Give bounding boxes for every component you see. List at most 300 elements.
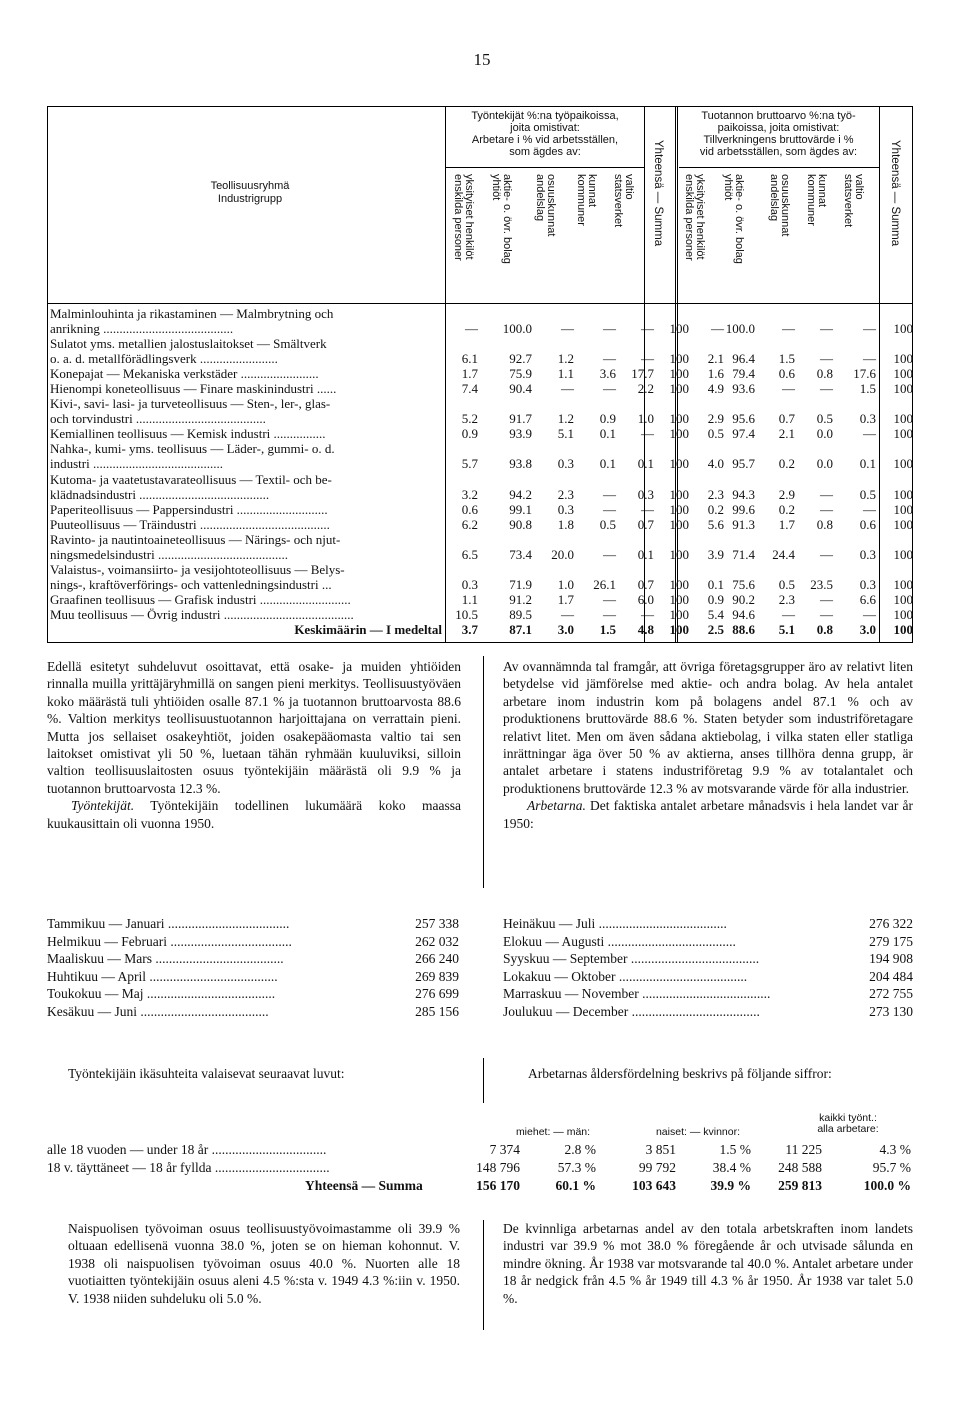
total-cell: 1.5: [599, 621, 616, 637]
months-left-list: [47, 915, 459, 1020]
table-row: [47, 487, 913, 502]
table-cell: 2.1: [778, 426, 795, 442]
table-cell: 0.2: [778, 501, 795, 517]
row-label: Graafinen teollisuus — Grafisk industri ............................: [50, 591, 351, 607]
table-cell: 24.4: [772, 546, 795, 562]
month-value: 257 338: [415, 916, 459, 931]
month-name: Syyskuu — September ......................................: [503, 951, 760, 966]
table-cell: 100: [893, 321, 913, 337]
row-label: Konepajat — Mekaniska verkstäder ........................: [50, 366, 319, 382]
table-cell: 0.5: [707, 426, 724, 442]
table-cell: —: [820, 501, 833, 517]
table-cell: 1.5: [778, 351, 795, 367]
table-cell: 71.9: [509, 576, 532, 592]
column-divider-bottom: [483, 1220, 484, 1330]
table-cell: 26.1: [593, 576, 616, 592]
table-row: [47, 336, 913, 351]
table-cell: 91.3: [732, 516, 755, 532]
table-row: [47, 592, 913, 607]
table-cell: 100: [893, 591, 913, 607]
age-cell: 11 225: [785, 1142, 822, 1157]
table-cell: 1.7: [461, 366, 478, 382]
table-cell: 90.8: [509, 516, 532, 532]
col-head-g1-companies: aktie- o. övr. bolag yhtiöt: [490, 174, 513, 264]
month-row: [503, 968, 913, 986]
table-cell: 3.2: [461, 486, 478, 502]
table-cell: —: [863, 351, 876, 367]
month-value: 285 156: [415, 1003, 459, 1019]
table-row: [47, 502, 913, 517]
table-cell: 2.9: [707, 411, 724, 427]
table-cell: 91.7: [509, 411, 532, 427]
table-cell: 79.4: [732, 366, 755, 382]
page-number: 15: [473, 50, 491, 69]
text-sv-1: Av ovannämnda tal framgår, att övriga företagsgrupper äro av relativt liten betydelse vid jämförelse med aktie- och andra bolag. Av hela antalet arbetare inom industrin kom på bolagens andel 87.1 % och av produktionens bruttovärde 88.6 %. Staten betyder som industriföretagare relativt litet. Men om även sådana aktiebolag, i vilka staten eller statliga inrättningar äga över 50 % av aktierna, anses tillhöra denna grupp, är antalet arbetare i statens industriföretag 9.9 % av totalantalet och produktionens bruttovärde 12.3 % av motsvarande värde för alla industrier. Arbetarna. Det faktiska antalet arbetare månadsvis i hela landet var år 1950:: [503, 659, 913, 831]
table-cell: 0.3: [859, 546, 876, 562]
group2-underline: [679, 167, 879, 168]
table-cell: —: [711, 321, 724, 337]
col-head-g2-private: yksityiset henkilöt enskilda personer: [683, 174, 706, 261]
age-row: [47, 1159, 917, 1177]
table-cell: 1.0: [637, 411, 654, 427]
table-cell: 100: [893, 366, 913, 382]
month-name: Helmikuu — Februari ....................................: [47, 933, 292, 949]
col-head-g2-total: Yhteensä — Summa: [889, 140, 901, 247]
table-cell: 100: [669, 606, 689, 622]
table-cell: 0.7: [637, 516, 654, 532]
month-name: Tammikuu — Januari ....................................: [47, 916, 290, 931]
table-cell: 4.0: [707, 456, 724, 472]
age-cell: 1.5 %: [719, 1142, 751, 1157]
table-row: [47, 321, 913, 336]
table-cell: 90.2: [732, 591, 755, 607]
table-cell: 3.9: [707, 546, 724, 562]
table-cell: 0.2: [707, 501, 724, 517]
table-row: [47, 472, 913, 487]
table-cell: 100: [669, 576, 689, 592]
table-cell: 1.8: [557, 516, 574, 532]
table-cell: 0.2: [778, 456, 795, 472]
group2-title: Tuotannon bruttoarvo %:na työ- paikoissa, joita omistivat: Tillverkningens bruttovärde i % vid arbetsställen, som ägdes av:: [699, 110, 858, 158]
row-label: anrikning ........................................: [50, 321, 234, 337]
table-cell: —: [641, 351, 654, 367]
table-cell: 6.2: [461, 516, 478, 532]
table-cell: 0.9: [707, 591, 724, 607]
table-row: [47, 306, 913, 321]
row-label: Muu teollisuus — Övrig industri ........................................: [50, 606, 354, 622]
month-value: 262 032: [415, 933, 459, 949]
row-label: o. a. d. metallförädlingsverk ........................: [50, 351, 278, 367]
month-value: 276 699: [415, 986, 459, 1001]
col-head-g1-coops: osuuskunnat andelslag: [534, 174, 557, 237]
header-divider: [47, 303, 913, 304]
table-cell: 93.6: [732, 381, 755, 397]
table-cell: 99.6: [732, 501, 755, 517]
column-divider-mid: [483, 1058, 484, 1103]
age-intro-sv: Arbetarnas åldersfördelning beskrivs på följande siffror:: [528, 1066, 832, 1081]
table-cell: —: [820, 606, 833, 622]
month-value: 276 322: [869, 916, 913, 931]
heading-fi-workers: Työntekijät.: [71, 798, 135, 814]
table-cell: 100: [669, 516, 689, 532]
table-cell: —: [561, 381, 574, 397]
table-cell: 7.4: [461, 381, 478, 397]
column-divider-top: [483, 656, 484, 888]
age-cell: 95.7 %: [872, 1160, 911, 1175]
table-cell: 75.9: [509, 366, 532, 382]
text-fi-1: Edellä esitetyt suhdeluvut osoittavat, että osake- ja muiden yhtiöiden rinnalla muilla yrittäjäryhmillä on sangen pieni merkitys. Teollisuustyöväen koko määrästä tuli yhtiöiden osalle 87.1 % ja tuotannon bruttoarvosta 88.6 %. Valtion merkitys teollisuustuotannon harjoittajana on verrattain pieni. Mutta jos sellaiset osakeyhtiöt, joiden osakepääomasta valtio tai sen laitokset omistivat yli 50 %, luetaan tähän ryhmään kuuluviksi, silloin valtion teollisuuslaitosten osuus työntekijäin määrästä oli 9.9 % ja tuotannon bruttoarvosta 12.3 %. Työntekijät. Työntekijäin todellinen lukumäärä koko maassa kuukausittain oli vuonna 1950.: [47, 659, 461, 831]
age-cell: 103 643: [632, 1178, 676, 1193]
table-row: [47, 441, 913, 456]
table-cell: 0.5: [859, 486, 876, 502]
month-row: [47, 950, 459, 968]
table-cell: 1.2: [557, 411, 574, 427]
table-cell: 0.7: [778, 411, 795, 427]
table-row: [47, 456, 913, 471]
table-cell: 100: [893, 486, 913, 502]
table-cell: 100: [669, 381, 689, 397]
row-label: Valaistus-, voimansiirto- ja vesijohtoteollisuus — Belys-: [50, 561, 345, 577]
table-cell: 20.0: [551, 546, 574, 562]
table-cell: 4.9: [707, 381, 724, 397]
total-cell: 100: [669, 621, 689, 637]
table-cell: —: [561, 606, 574, 622]
table-row: [47, 426, 913, 441]
total-cell: 0.8: [816, 621, 833, 637]
total-cell: 87.1: [509, 621, 532, 637]
table-row: [47, 396, 913, 411]
table-cell: 17.7: [631, 366, 654, 382]
table-cell: 6.6: [859, 591, 876, 607]
month-value: 273 130: [869, 1003, 913, 1019]
table-cell: 100: [893, 576, 913, 592]
table-cell: 99.1: [509, 501, 532, 517]
age-cell: 60.1 %: [555, 1178, 596, 1193]
table-cell: 95.6: [732, 411, 755, 427]
table-cell: 2.3: [707, 486, 724, 502]
col-head-g2-municipalities: kunnat kommuner: [805, 174, 828, 226]
heading-sv-workers: Arbetarna.: [527, 798, 586, 814]
age-cell: 248 588: [778, 1160, 822, 1175]
table-cell: —: [820, 321, 833, 337]
total-row-label: Keskimäärin — I medeltal: [294, 621, 442, 637]
table-cell: 2.1: [707, 351, 724, 367]
table-cell: —: [641, 321, 654, 337]
table-cell: 23.5: [810, 576, 833, 592]
table-cell: 0.8: [816, 366, 833, 382]
table-cell: 94.6: [732, 606, 755, 622]
table-cell: 3.6: [599, 366, 616, 382]
table-cell: 100: [893, 546, 913, 562]
table-cell: 1.7: [557, 591, 574, 607]
row-label: Nahka-, kumi- yms. teollisuus — Läder-, gummi- o. d.: [50, 441, 335, 457]
table-cell: 100: [669, 486, 689, 502]
table-cell: 1.2: [557, 351, 574, 367]
age-cell: 39.9 %: [710, 1178, 751, 1193]
table-row: [47, 607, 913, 622]
table-cell: 5.4: [707, 606, 724, 622]
table-cell: 89.5: [509, 606, 532, 622]
month-name: Lokakuu — Oktober ......................................: [503, 968, 748, 984]
month-row: [503, 950, 913, 968]
col-head-g2-companies: aktie- o. övr. bolag yhtiöt: [722, 174, 745, 264]
col-head-g2-state: valtio statsverket: [842, 174, 865, 228]
month-row: [47, 915, 459, 933]
table-cell: 100: [893, 606, 913, 622]
table-cell: —: [820, 351, 833, 367]
table-cell: 100: [893, 456, 913, 472]
age-cell: 100.0 %: [863, 1178, 911, 1193]
table-cell: 0.1: [859, 456, 876, 472]
table-cell: 1.1: [557, 366, 574, 382]
table-cell: 17.6: [853, 366, 876, 382]
total-cell: 3.7: [461, 621, 478, 637]
month-row: [47, 968, 459, 986]
table-cell: 1.6: [707, 366, 724, 382]
table-cell: —: [465, 321, 478, 337]
table-cell: 90.4: [509, 381, 532, 397]
table-row: [47, 517, 913, 532]
table-cell: 0.6: [778, 366, 795, 382]
row-label: nings-, kraftöverförings- och vattenledningsindustri ...: [50, 576, 332, 592]
table-cell: —: [603, 606, 616, 622]
table-cell: 73.4: [509, 546, 532, 562]
table-cell: 5.7: [461, 456, 478, 472]
month-name: Marraskuu — November ......................................: [503, 986, 771, 1001]
table-cell: 100: [893, 501, 913, 517]
table-cell: —: [603, 381, 616, 397]
age-cell: 148 796: [476, 1160, 520, 1175]
month-name: Maaliskuu — Mars ......................................: [47, 951, 284, 966]
table-cell: 2.3: [778, 591, 795, 607]
month-row: [503, 933, 913, 951]
table-cell: —: [820, 486, 833, 502]
table-cell: —: [641, 606, 654, 622]
row-label: Hienompi koneteollisuus — Finare maskinindustri ......: [50, 381, 337, 397]
col-head-g1-state: valtio statsverket: [612, 174, 635, 228]
row-label: Kemiallinen teollisuus — Kemisk industri ................: [50, 426, 326, 442]
table-cell: 100: [669, 426, 689, 442]
table-cell: —: [561, 321, 574, 337]
table-cell: 95.7: [732, 456, 755, 472]
row-label: Paperiteollisuus — Pappersindustri ............................: [50, 501, 328, 517]
table-cell: 0.3: [859, 576, 876, 592]
row-label: Kutoma- ja vaatetustavarateollisuus — Textil- och be-: [50, 471, 332, 487]
age-row-label: alle 18 vuoden — under 18 år ..................................: [47, 1142, 327, 1157]
table-cell: 0.6: [859, 516, 876, 532]
table-cell: 0.1: [707, 576, 724, 592]
text-fi-3: Naispuolisen työvoiman osuus teollisuustyövoimastamme oli 39.9 % oltuaan edellisenä vuonna 38.0 %, joten se on hieman kohonnut. V. 1938 oli naispuolisen työvoiman osuus 40.0 %. Nuorten alle 18 vuotiaitten työntekijäin osuus aleni 4.5 %:sta v. 1949 4.3 %:iin v. 1950. V. 1938 niiden suhdeluku oli 5.0 %.: [68, 1221, 460, 1306]
month-value: 279 175: [869, 933, 913, 949]
month-row: [503, 915, 913, 933]
table-cell: 2.2: [637, 381, 654, 397]
row-label: Puuteollisuus — Träindustri ........................................: [50, 516, 330, 532]
col-head-g1-total: Yhteensä — Summa: [652, 140, 664, 247]
month-name: Kesäkuu — Juni ......................................: [47, 1003, 269, 1019]
month-row: [47, 985, 459, 1003]
total-cell: 3.0: [859, 621, 876, 637]
table-cell: 96.4: [732, 351, 755, 367]
age-row: [47, 1141, 917, 1159]
table-cell: 0.1: [599, 426, 616, 442]
total-cell: 88.6: [732, 621, 755, 637]
row-label: Malminlouhinta ja rikastaminen — Malmbrytning och: [50, 306, 334, 321]
col-head-g1-municipalities: kunnat kommuner: [575, 174, 598, 226]
row-label: klädnadsindustri ........................................: [50, 486, 270, 502]
table-cell: —: [863, 321, 876, 337]
month-value: 204 484: [869, 968, 913, 984]
table-cell: 100: [669, 546, 689, 562]
month-name: Huhtikuu — April ......................................: [47, 968, 278, 984]
table-cell: —: [820, 381, 833, 397]
table-cell: 100.0: [725, 321, 755, 337]
age-row-label: 18 v. täyttäneet — 18 år fyllda ..................................: [47, 1160, 330, 1175]
table-cell: 100: [893, 516, 913, 532]
table-cell: 94.2: [509, 486, 532, 502]
age-header-men: miehet: — män:: [515, 1126, 591, 1138]
table-cell: 100: [669, 591, 689, 607]
table-cell: 100: [669, 366, 689, 382]
table-cell: 0.7: [637, 576, 654, 592]
table-cell: 100: [893, 426, 913, 442]
table-cell: —: [603, 501, 616, 517]
table-cell: —: [863, 426, 876, 442]
table-cell: 100: [893, 351, 913, 367]
month-value: 266 240: [415, 951, 459, 966]
months-right-list: [503, 915, 913, 1020]
col-head-g1-private: yksityiset henkilöt enskilda personer: [452, 174, 475, 261]
table-cell: 0.3: [859, 411, 876, 427]
age-cell: 4.3 %: [879, 1142, 911, 1157]
table-total-row: [47, 622, 913, 637]
age-cell: 156 170: [476, 1178, 520, 1193]
table-cell: 0.3: [557, 501, 574, 517]
text-sv-3: De kvinnliga arbetarnas andel av den totala arbetskraften inom landets industri var 39.9 % mot 38.0 % föregående år och utvisade sålunda en mindre ökning. År 1938 var motsvarande tal 40.0 %. Antalet arbetare under 18 år nedgick från 4.5 % år 1949 till 4.3 % år 1950. År 1938 var talet 5.0 %.: [503, 1221, 913, 1306]
month-name: Toukokuu — Maj ......................................: [47, 986, 276, 1001]
table-cell: —: [603, 486, 616, 502]
total-cell: 3.0: [557, 621, 574, 637]
table-cell: 1.5: [859, 381, 876, 397]
table-cell: 0.3: [557, 456, 574, 472]
age-cell: 99 792: [638, 1160, 676, 1175]
table-cell: 2.3: [557, 486, 574, 502]
table-cell: 93.9: [509, 426, 532, 442]
table-cell: 0.1: [637, 456, 654, 472]
table-cell: 100: [669, 351, 689, 367]
table-cell: 97.4: [732, 426, 755, 442]
table-cell: 100: [669, 411, 689, 427]
month-name: Elokuu — Augusti ......................................: [503, 933, 736, 949]
table-cell: 0.1: [637, 546, 654, 562]
table-row: [47, 532, 913, 547]
age-cell: 3 851: [645, 1142, 676, 1157]
table-row: [47, 577, 913, 592]
table-body: [47, 306, 913, 637]
table-cell: 100: [893, 411, 913, 427]
month-row: [47, 933, 459, 951]
table-cell: 6.5: [461, 546, 478, 562]
table-cell: 0.8: [816, 516, 833, 532]
table-cell: 0.3: [637, 486, 654, 502]
table-cell: 93.8: [509, 456, 532, 472]
table-cell: 100: [669, 456, 689, 472]
table-cell: 5.1: [557, 426, 574, 442]
total-cell: 100: [893, 621, 913, 637]
table-cell: 0.3: [461, 576, 478, 592]
total-cell: 2.5: [707, 621, 724, 637]
row-label: Kivi-, savi- lasi- ja turveteollisuus — Sten-, ler-, glas-: [50, 396, 331, 412]
table-row: [47, 351, 913, 366]
table-cell: —: [641, 426, 654, 442]
table-cell: —: [603, 546, 616, 562]
table-cell: 6.0: [637, 591, 654, 607]
age-intro-fi: Työntekijäin ikäsuhteita valaisevat seuraavat luvut:: [68, 1066, 345, 1081]
table-row: [47, 366, 913, 381]
row-header: Teollisuusryhmä Industrigrupp: [210, 180, 290, 205]
table-cell: 10.5: [455, 606, 478, 622]
col-head-g2-coops: osuuskunnat andelslag: [768, 174, 791, 237]
age-cell: 57.3 %: [557, 1160, 596, 1175]
table-row: [47, 562, 913, 577]
month-value: 269 839: [415, 968, 459, 984]
table-cell: —: [782, 606, 795, 622]
table-cell: 5.2: [461, 411, 478, 427]
month-name: Joulukuu — December ......................................: [503, 1003, 760, 1019]
table-cell: 92.7: [509, 351, 532, 367]
age-header-all: kaikki työnt.: alla arbetare:: [817, 1112, 879, 1135]
table-cell: 0.5: [599, 516, 616, 532]
month-value: 272 755: [869, 986, 913, 1001]
table-cell: 1.7: [778, 516, 795, 532]
table-cell: —: [603, 321, 616, 337]
month-name: Heinäkuu — Juli ......................................: [503, 916, 727, 931]
table-row: [47, 547, 913, 562]
table-row: [47, 381, 913, 396]
row-label: industri ........................................: [50, 456, 223, 472]
table-cell: —: [820, 591, 833, 607]
table-cell: 0.5: [778, 576, 795, 592]
table-cell: —: [603, 591, 616, 607]
age-header-women: naiset: — kvinnor:: [655, 1126, 741, 1138]
table-cell: 1.1: [461, 591, 478, 607]
table-cell: 0.6: [461, 501, 478, 517]
table-cell: 6.1: [461, 351, 478, 367]
age-cell: 7 374: [489, 1142, 520, 1157]
age-cell: 38.4 %: [712, 1160, 751, 1175]
table-cell: 5.6: [707, 516, 724, 532]
month-value: 194 908: [869, 951, 913, 966]
row-label: ningsmedelsindustri ........................................: [50, 546, 288, 562]
table-cell: 0.9: [599, 411, 616, 427]
age-cell: 259 813: [778, 1178, 822, 1193]
table-cell: 100: [893, 381, 913, 397]
table-cell: —: [863, 501, 876, 517]
row-label: Ravinto- ja nautintoaineteollisuus — Närings- och njut-: [50, 531, 341, 547]
table-cell: 94.3: [732, 486, 755, 502]
table-row: [47, 411, 913, 426]
table-cell: —: [603, 351, 616, 367]
table-cell: 100: [669, 501, 689, 517]
table-cell: —: [641, 501, 654, 517]
table-cell: 75.6: [732, 576, 755, 592]
total-cell: 4.8: [637, 621, 654, 637]
row-label: Sulatot yms. metallien jalostuslaitokset — Smältverk: [50, 336, 327, 352]
table-cell: 2.9: [778, 486, 795, 502]
table-cell: 0.5: [816, 411, 833, 427]
table-cell: —: [863, 606, 876, 622]
age-row-label: Yhteensä — Summa: [305, 1178, 423, 1193]
table-cell: 0.0: [816, 456, 833, 472]
